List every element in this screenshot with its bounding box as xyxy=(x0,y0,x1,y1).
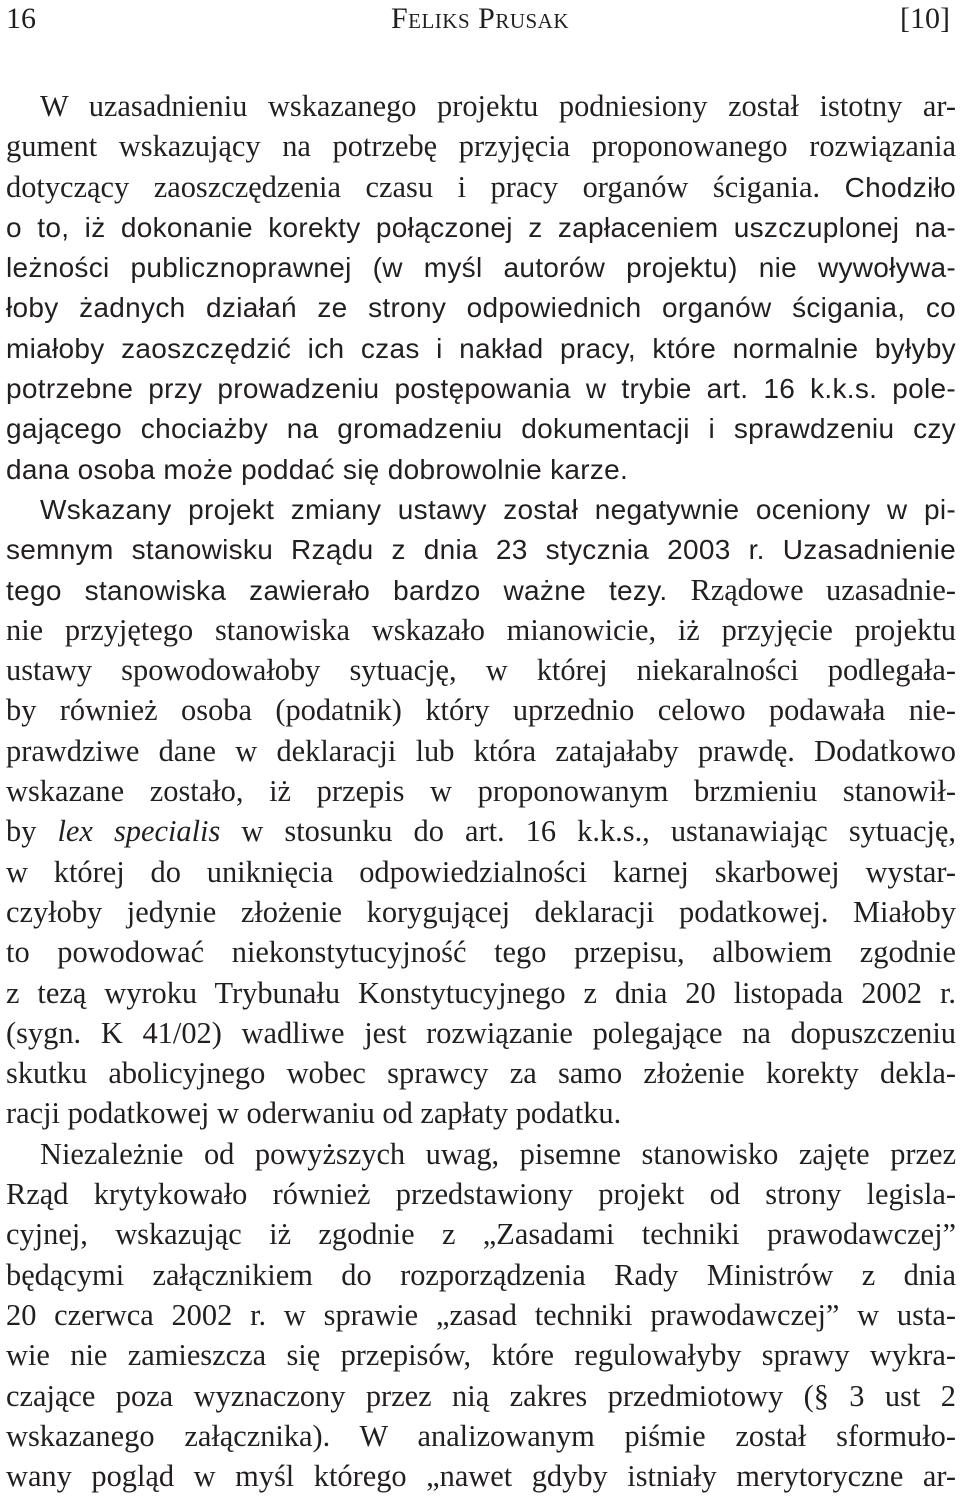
text-line xyxy=(6,287,956,327)
text-segment: tego stanowiska zawierało bardzo ważne tezy. xyxy=(6,574,691,606)
text-segment: z tezą wyroku Trybunału Konstytucyjnego z dnia 20 listopada 2002 r. xyxy=(6,975,956,1010)
text-line xyxy=(6,1456,956,1496)
text-segment: by również osoba (podatnik) który uprzednio celowo podawała nie- xyxy=(6,693,956,728)
text-line xyxy=(6,1295,956,1335)
text-segment: Rząd krytykowało również przedstawiony projekt od strony legisla- xyxy=(6,1177,956,1212)
page-number: 16 xyxy=(6,2,36,35)
text-segment: W uzasadnieniu wskazanego projektu podniesiony został istotny ar- xyxy=(40,89,956,123)
text-segment: wany pogląd w myśl którego „nawet gdyby istniały merytoryczne ar- xyxy=(6,1459,956,1494)
text-line xyxy=(6,449,956,489)
chapter-reference: [10] xyxy=(900,2,950,35)
text-segment: to powodować niekonstytucyjność tego przepisu, albowiem zgodnie xyxy=(6,935,956,970)
text-line xyxy=(6,1013,956,1053)
text-line xyxy=(6,731,956,771)
text-line xyxy=(6,1093,956,1133)
text-segment: wie nie zamieszcza się przepisów, które regulowałyby sprawy wykra- xyxy=(6,1338,956,1373)
text-line xyxy=(6,529,956,569)
text-line xyxy=(6,1214,956,1254)
text-segment: czające poza wyznaczony przez nią zakres przedmiotowy (§ 3 ust 2 xyxy=(6,1378,956,1413)
text-segment: ustawy spowodowałoby sytuację, w której niekaralności podlegała- xyxy=(6,653,956,688)
text-segment: w której do uniknięcia odpowiedzialności karnej skarbowej wystar- xyxy=(6,854,956,889)
text-line xyxy=(6,811,956,851)
text-segment: Wskazany projekt zmiany ustawy został negatywnie oceniony w pi- xyxy=(40,493,956,525)
text-segment: czyłoby jedynie złożenie korygującej deklaracji podatkowej. Miałoby xyxy=(6,894,956,929)
text-segment: dana osoba może poddać się dobrowolnie karze. xyxy=(6,453,629,485)
text-line xyxy=(6,932,956,972)
text-segment: racji podatkowej w oderwaniu od zapłaty podatku. xyxy=(6,1096,622,1131)
text-line xyxy=(6,690,956,730)
text-line xyxy=(6,973,956,1013)
text-line xyxy=(6,368,956,408)
text-line xyxy=(6,771,956,811)
text-line xyxy=(6,126,956,166)
text-segment: leżności publicznoprawnej (w myśl autorów projektu) nie wywoływa- xyxy=(6,252,956,284)
text-segment: (sygn. K 41/02) wadliwe jest rozwiązanie polegające na dopuszczeniu xyxy=(6,1015,956,1050)
text-line xyxy=(6,650,956,690)
text-line xyxy=(6,610,956,650)
text-line xyxy=(6,892,956,932)
text-segment: cyjnej, wskazując iż zgodnie z „Zasadami techniki prawodawczej” xyxy=(6,1217,956,1252)
text-segment: lex specialis xyxy=(57,814,221,849)
text-line xyxy=(6,570,956,610)
text-line xyxy=(6,1174,956,1214)
text-segment: wskazanego załącznika). W analizowanym piśmie został sformuło- xyxy=(6,1418,956,1453)
text-segment: łoby żadnych działań ze strony odpowiednich organów ścigania, co xyxy=(6,292,956,324)
text-segment: nie przyjętego stanowiska wskazało mianowicie, iż przyjęcie projektu xyxy=(6,612,956,647)
text-line xyxy=(6,408,956,448)
text-line xyxy=(6,489,956,529)
text-segment: gającego chociażby na gromadzeniu dokumentacji i sprawdzeniu czy xyxy=(6,413,956,445)
text-line xyxy=(6,1376,956,1416)
text-segment: w stosunku do art. 16 k.k.s., ustanawiając sytuację, xyxy=(220,814,956,849)
text-line xyxy=(6,328,956,368)
text-line xyxy=(6,247,956,287)
text-segment: semnym stanowisku Rządu z dnia 23 stycznia 2003 r. Uzasadnienie xyxy=(6,534,956,566)
text-line xyxy=(6,1053,956,1093)
text-segment: by xyxy=(6,814,58,849)
text-line xyxy=(6,852,956,892)
text-segment: 20 czerwca 2002 r. w sprawie „zasad techniki prawodawczej” w usta- xyxy=(6,1297,956,1332)
text-line xyxy=(6,207,956,247)
text-segment: gument wskazujący na potrzebę przyjęcia proponowanego rozwiązania xyxy=(6,129,956,164)
text-segment: o to, iż dokonanie korekty połączonej z zapłaceniem uszczuplonej na- xyxy=(6,211,956,243)
text-segment: będącymi załącznikiem do rozporządzenia Rady Ministrów z dnia xyxy=(6,1257,956,1292)
text-segment: wskazane zostało, iż przepis w proponowanym brzmieniu stanowił- xyxy=(6,774,956,809)
running-title: Feliks Prusak xyxy=(390,2,570,35)
text-line xyxy=(6,167,956,207)
text-line xyxy=(6,1335,956,1375)
text-segment: miałoby zaoszczędzić ich czas i nakład pracy, które normalnie byłyby xyxy=(6,332,956,364)
text-segment: Chodziło xyxy=(844,171,956,203)
text-segment: dotyczący zaoszczędzenia czasu i pracy organów ścigania. xyxy=(6,169,845,204)
body-text xyxy=(6,86,956,1496)
text-segment: Rządowe uzasadnie- xyxy=(690,572,956,607)
text-segment: potrzebne przy prowadzeniu postępowania w trybie art. 16 k.k.s. pole- xyxy=(6,373,956,405)
text-segment: skutku abolicyjnego wobec sprawcy za samo złożenie korekty dekla- xyxy=(6,1056,956,1091)
running-head xyxy=(0,0,960,40)
text-segment: Niezależnie od powyższych uwag, pisemne stanowisko zajęte przez xyxy=(40,1136,956,1171)
text-line xyxy=(6,1255,956,1295)
text-line xyxy=(6,86,956,126)
text-line xyxy=(6,1134,956,1174)
text-line xyxy=(6,1416,956,1456)
text-segment: prawdziwe dane w deklaracji lub która zatajałaby prawdę. Dodatkowo xyxy=(6,733,956,768)
